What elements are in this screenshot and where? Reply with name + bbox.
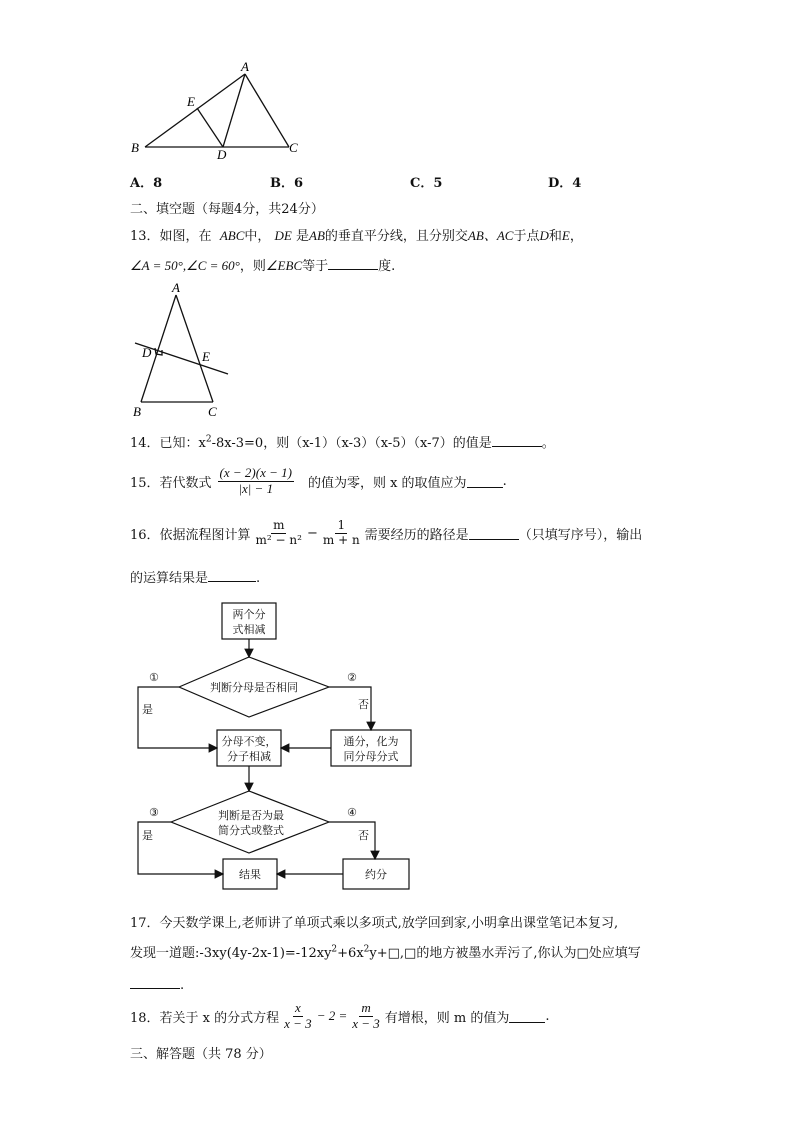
svg-text:同分母分式: 同分母分式 — [343, 750, 399, 763]
svg-text:分母不变，: 分母不变， — [221, 735, 277, 748]
answer-blank — [130, 975, 180, 989]
svg-text:判断是否为最: 判断是否为最 — [218, 809, 284, 822]
question-17-line1: 17．今天数学课上,老师讲了单项式乘以多项式,放学回到家,小明拿出课堂笔记本复习, — [130, 916, 619, 931]
svg-text:简分式或整式: 简分式或整式 — [218, 824, 284, 837]
svg-text:③: ③ — [149, 806, 159, 819]
question-14: 14．已知：$x^2-8x-3=0$，则（x-1）（x-3）（x-5）（x-7）的值是 。 — [130, 434, 555, 451]
section-3-heading: 三、解答题（共 78 分） — [130, 1047, 272, 1062]
option-b: B．6 — [270, 176, 304, 191]
triangle-figure-q13 — [125, 280, 240, 420]
label-d: D — [217, 147, 227, 162]
answer-blank — [467, 474, 503, 488]
svg-text:通分，化为: 通分，化为 — [343, 735, 399, 748]
question-13-line1: 13．如图，在 ABC中， DE 是AB的垂直平分线，且分别交AB、AC于点D和E， — [130, 228, 583, 244]
svg-text:是: 是 — [142, 703, 153, 716]
fraction: $\frac{x}{x - 3}$ — [284, 1000, 312, 1031]
answer-blank — [509, 1009, 545, 1023]
question-17-line3: . — [130, 975, 184, 993]
question-13-line2: ∠A = 50°,∠C = 60°，则∠EBC等于 度. — [130, 258, 396, 274]
question-18: 18．若关于 x 的分式方程 $\frac{x}{x - 3}$ − 2 = $\frac{m}{x - 3}$ 有增根，则 m 的值为 . — [130, 1000, 550, 1031]
svg-text:②: ② — [347, 671, 357, 684]
fraction: $\frac{m}{x - 3}$ — [352, 1000, 380, 1031]
question-16-line2: 的运算结果是 . — [130, 567, 260, 586]
svg-text:判断分母是否相同: 判断分母是否相同 — [210, 681, 298, 694]
answer-blank — [208, 568, 256, 582]
fraction: $\frac{1}{m + n}$ — [322, 518, 360, 547]
answer-blank — [492, 433, 542, 447]
svg-text:约分: 约分 — [365, 868, 387, 881]
svg-text:否: 否 — [358, 829, 369, 842]
label-b: B — [133, 404, 141, 419]
option-a: A．8 — [130, 176, 163, 191]
svg-text:两个分: 两个分 — [232, 608, 266, 621]
triangle-figure-q12 — [125, 58, 315, 163]
svg-text:分子相减: 分子相减 — [227, 750, 271, 763]
svg-text:式相减: 式相减 — [232, 623, 266, 636]
question-15: 15．若代数式 $\frac{(x - 2)(x - 1)}{|x| - 1}$ 的值为零，则 x 的取值应为 . — [130, 465, 507, 496]
section-2-heading: 二、填空题（每题4分，共24分） — [130, 202, 324, 217]
question-17-line2: 发现一道题$:-3xy(4y-2x-1)=-12xy^2+6x^2y+□,□$的地方被墨水弄污了,你认为□处应填写 — [130, 944, 641, 961]
fraction: $\frac{m}{\text{m² − n²}}$ — [255, 518, 302, 547]
label-e: E — [202, 349, 210, 364]
svg-text:否: 否 — [358, 698, 369, 711]
option-d: D．4 — [548, 176, 582, 191]
option-c: C．5 — [410, 176, 443, 191]
label-a: A — [172, 280, 180, 295]
label-c: C — [289, 140, 298, 155]
label-b: B — [131, 140, 139, 155]
svg-text:结果: 结果 — [239, 868, 261, 881]
answer-blank — [328, 256, 378, 270]
fraction: $\frac{(x - 2)(x - 1)}{|x| - 1}$ — [219, 465, 292, 496]
answer-blank — [469, 526, 519, 540]
label-d: D — [142, 345, 152, 360]
flowchart — [125, 595, 425, 895]
svg-text:①: ① — [149, 671, 159, 684]
question-16-line1: 16．依据流程图计算 $\frac{m}{\text{m² − n²}}$ − $\frac{1}{m + n}$ 需要经历的路径是 （只填写序号），输出 — [130, 518, 643, 547]
decision-2 — [171, 791, 329, 853]
label-e: E — [187, 94, 195, 109]
svg-text:是: 是 — [142, 829, 153, 842]
svg-text:④: ④ — [347, 806, 357, 819]
label-c: C — [208, 404, 217, 419]
label-a: A — [241, 59, 249, 74]
